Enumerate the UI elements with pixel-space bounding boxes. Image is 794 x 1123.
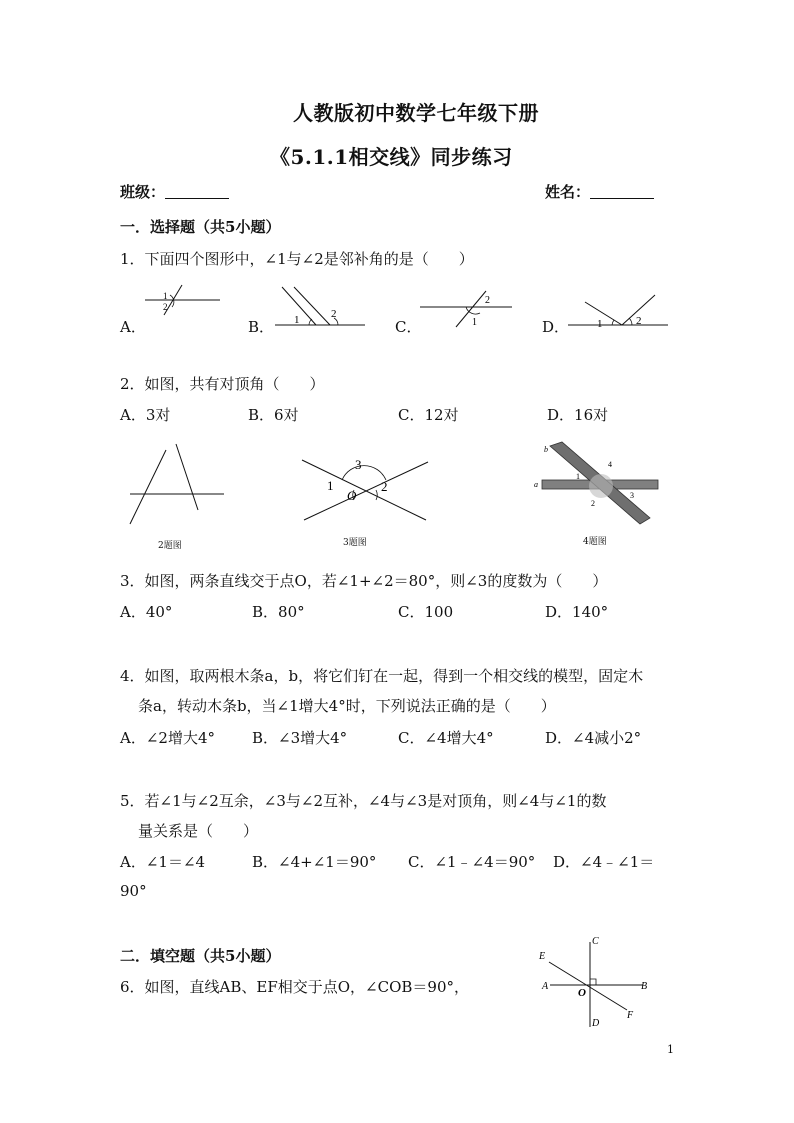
q2-option-b: B．6对 (248, 406, 299, 424)
q1b-label-2: 2 (331, 308, 337, 320)
q3-option-c: C．100 (398, 603, 454, 621)
q1c-label-2: 2 (485, 295, 490, 306)
q4-line2: 条a，转动木条b，当∠1增大4°时，下列说法正确的是（ ） (138, 697, 556, 715)
q5-option-c: C．∠1﹣∠4＝90° (408, 853, 536, 871)
figure-3 (296, 450, 446, 540)
figure-4 (532, 440, 672, 530)
fig6-label-b: B (641, 981, 648, 992)
q1-stem: 1．下面四个图形中，∠1与∠2是邻补角的是（ ） (120, 250, 474, 268)
figure-2 (120, 442, 240, 532)
fig6-label-e: E (539, 951, 546, 962)
q1d-label-2: 2 (636, 315, 642, 327)
fig4-label-2: 2 (591, 499, 595, 508)
fig6-label-f: F (627, 1010, 634, 1021)
fig4-label-1: 1 (576, 472, 580, 481)
q2-stem: 2．如图，共有对顶角（ ） (120, 375, 325, 393)
q5-line1: 5．若∠1与∠2互余，∠3与∠2互补，∠4与∠3是对顶角，则∠4与∠1的数 (120, 792, 607, 810)
q1-figure-c (420, 291, 512, 328)
fig6-label-o: O (578, 987, 586, 999)
fig3-label-3: 3 (355, 457, 362, 472)
q1a-label-1: 1 (163, 291, 168, 301)
fig4-label-4: 4 (608, 460, 612, 469)
class-blank (165, 184, 229, 199)
q1c-label-1: 1 (472, 317, 477, 328)
q5-option-b: B．∠4+∠1＝90° (252, 853, 377, 871)
q2-option-a: A．3对 (120, 406, 171, 424)
fig4-label-3: 3 (630, 491, 634, 500)
page-number: 1 (667, 1043, 674, 1056)
section1-title: 一．选择题（共5小题） (120, 218, 281, 236)
q5-option-d-wrap: 90° (120, 882, 147, 900)
name-field (545, 181, 654, 202)
q1-figure-d (568, 295, 668, 330)
figure-6 (535, 932, 665, 1032)
q2-option-d: D．16对 (547, 406, 609, 424)
q4-option-b: B．∠3增大4° (252, 729, 348, 747)
class-label: 班级： (120, 183, 166, 201)
page-title: 人教版初中数学七年级下册 (293, 101, 539, 125)
q1b-label-1: 1 (294, 314, 300, 326)
fig3-label-1: 1 (327, 478, 334, 493)
q1a-label-2: 2 (163, 302, 168, 312)
fig3-label-o: O (347, 488, 357, 503)
name-label: 姓名： (545, 183, 591, 201)
q5-option-d: D．∠4﹣∠1＝ (553, 853, 655, 871)
q1d-label-1: 1 (597, 318, 603, 330)
q3-option-b: B．80° (252, 603, 305, 621)
q4-option-c: C．∠4增大4° (398, 729, 494, 747)
section2-title: 二．填空题（共5小题） (120, 947, 281, 965)
q1-figure-a (145, 285, 220, 315)
name-blank (590, 184, 654, 199)
fig6-label-a: A (542, 981, 549, 992)
q1-figure-b (275, 287, 365, 326)
q1-option-b: B． (248, 318, 275, 336)
q4-line1: 4．如图，取两根木条a，b，将它们钉在一起，得到一个相交线的模型，固定木 (120, 667, 644, 685)
fig4-label-b: b (544, 445, 548, 454)
q3-option-a: A．40° (120, 603, 173, 621)
figure-3-caption: 3题图 (343, 538, 367, 548)
q3-stem: 3．如图，两条直线交于点O，若∠1+∠2＝80°，则∠3的度数为（ ） (120, 572, 608, 590)
q1-option-a: A． (120, 318, 146, 336)
page-subtitle: 《5.1.1相交线》同步练习 (270, 145, 513, 169)
q1-option-d: D． (542, 318, 570, 336)
q4-option-d: D．∠4减小2° (545, 729, 642, 747)
fig6-label-c: C (592, 936, 599, 947)
figure-2-caption: 2题图 (158, 541, 182, 551)
q3-option-d: D．140° (545, 603, 609, 621)
fig4-label-a: a (534, 480, 538, 489)
q1-option-c: C． (395, 318, 422, 336)
q6-stem: 6．如图，直线AB、EF相交于点O，∠COB＝90°， (120, 978, 470, 996)
q2-option-c: C．12对 (398, 406, 459, 424)
class-field (120, 181, 229, 202)
figure-4-caption: 4题图 (583, 537, 607, 547)
q4-option-a: A．∠2增大4° (120, 729, 215, 747)
fig3-label-2: 2 (381, 479, 388, 494)
fig6-label-d: D (592, 1018, 600, 1029)
q5-option-a: A．∠1＝∠4 (120, 853, 206, 871)
q5-line2: 量关系是（ ） (138, 822, 259, 840)
